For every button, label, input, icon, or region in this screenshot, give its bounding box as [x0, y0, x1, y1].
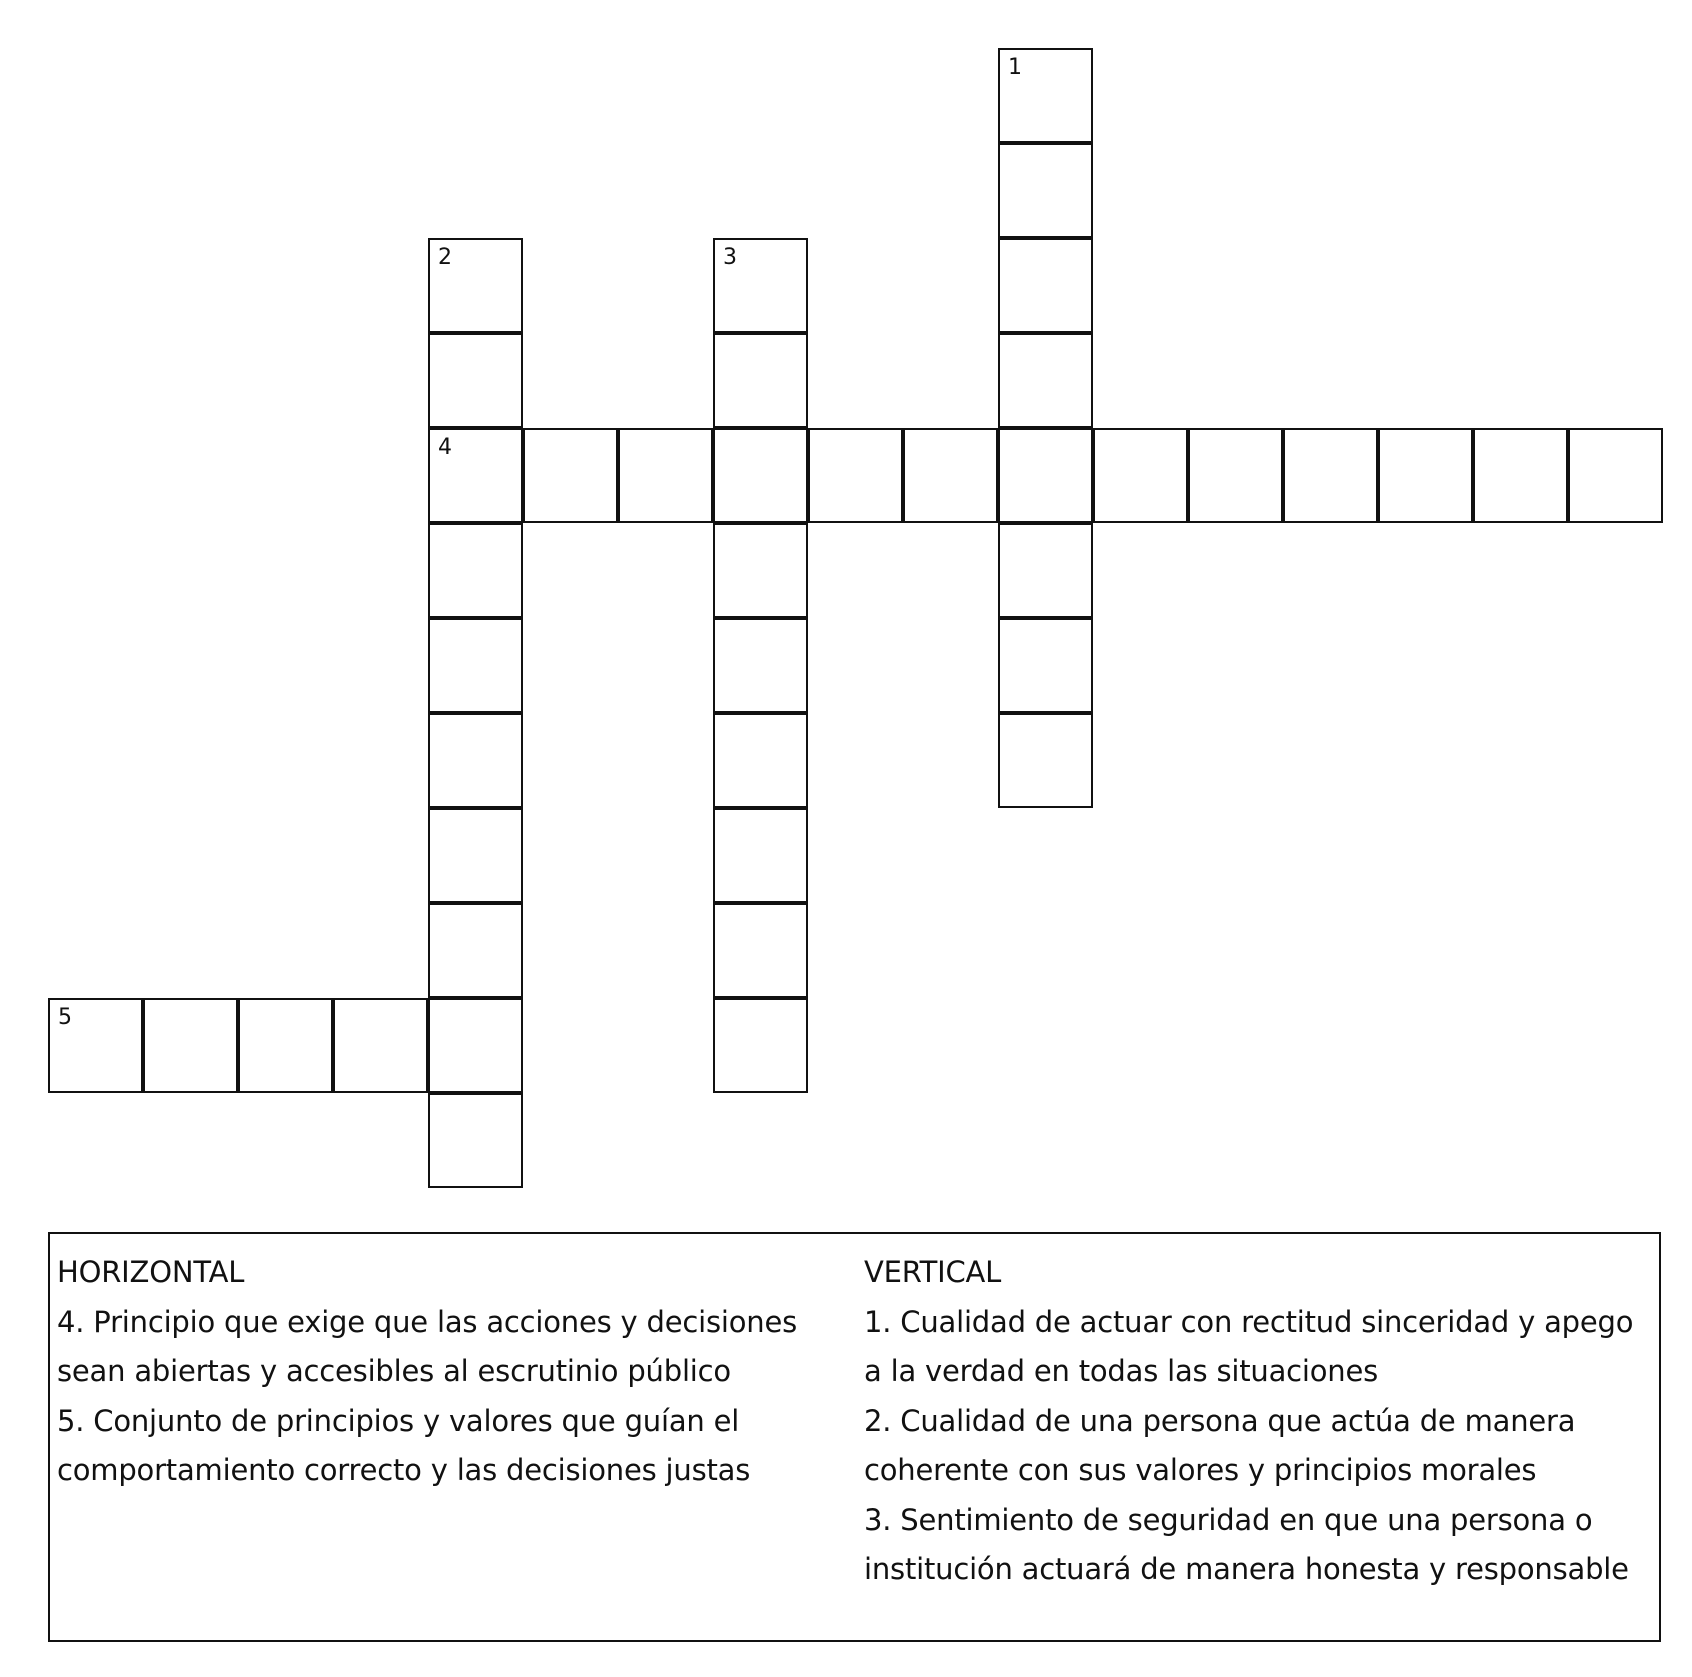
- vertical-clues: [864, 1248, 1654, 1595]
- crossword-cell[interactable]: [903, 428, 998, 523]
- crossword-cell[interactable]: [998, 618, 1093, 713]
- horizontal-heading: HORIZONTAL: [57, 1255, 245, 1289]
- crossword-cell[interactable]: [523, 428, 618, 523]
- crossword-cell[interactable]: [1568, 428, 1663, 523]
- crossword-cell[interactable]: [713, 998, 808, 1093]
- crossword-cell[interactable]: [48, 998, 143, 1093]
- crossword-cell[interactable]: [428, 523, 523, 618]
- clue-number-5: 5: [58, 1005, 72, 1030]
- crossword-cell[interactable]: [713, 523, 808, 618]
- crossword-cell[interactable]: [428, 238, 523, 333]
- clue-3-down: 3. Sentimiento de seguridad en que una persona o institución actuará de manera honesta y responsable: [864, 1502, 1629, 1586]
- crossword-cell[interactable]: [428, 998, 523, 1093]
- crossword-cell[interactable]: [998, 238, 1093, 333]
- crossword-cell[interactable]: [1473, 428, 1568, 523]
- clue-number-1: 1: [1008, 55, 1022, 80]
- crossword-cell[interactable]: [713, 713, 808, 808]
- clue-number-4: 4: [438, 435, 452, 460]
- crossword-cell[interactable]: [713, 808, 808, 903]
- crossword-cell[interactable]: [808, 428, 903, 523]
- crossword-cell[interactable]: [1378, 428, 1473, 523]
- crossword-cell[interactable]: [1283, 428, 1378, 523]
- crossword-cell[interactable]: [998, 48, 1093, 143]
- crossword-cell[interactable]: [428, 1093, 523, 1188]
- clue-1-down: 1. Cualidad de actuar con rectitud sinceridad y apego a la verdad en todas las situaciones: [864, 1304, 1634, 1388]
- crossword-cell[interactable]: [998, 713, 1093, 808]
- crossword-cell[interactable]: [713, 618, 808, 713]
- crossword-cell[interactable]: [713, 238, 808, 333]
- crossword-cell[interactable]: [333, 998, 428, 1093]
- crossword-cell[interactable]: [998, 143, 1093, 238]
- crossword-cell[interactable]: [1188, 428, 1283, 523]
- crossword-cell[interactable]: [713, 903, 808, 998]
- crossword-cell[interactable]: [713, 428, 808, 523]
- crossword-cell[interactable]: [428, 333, 523, 428]
- crossword-cell[interactable]: [428, 428, 523, 523]
- horizontal-clues: [57, 1248, 847, 1496]
- crossword-cell[interactable]: [998, 333, 1093, 428]
- crossword-cell[interactable]: [713, 333, 808, 428]
- crossword-cell[interactable]: [998, 428, 1093, 523]
- crossword-cell[interactable]: [1093, 428, 1188, 523]
- vertical-heading: VERTICAL: [864, 1255, 1002, 1289]
- clue-2-down: 2. Cualidad de una persona que actúa de manera coherente con sus valores y principios morales: [864, 1403, 1576, 1487]
- crossword-cell[interactable]: [428, 808, 523, 903]
- clue-number-3: 3: [723, 245, 737, 270]
- crossword-cell[interactable]: [428, 903, 523, 998]
- crossword-cell[interactable]: [428, 713, 523, 808]
- clue-4-across: 4. Principio que exige que las acciones y decisiones sean abiertas y accesibles al escrutinio público: [57, 1304, 798, 1388]
- crossword-cell[interactable]: [238, 998, 333, 1093]
- clue-number-2: 2: [438, 245, 452, 270]
- crossword-cell[interactable]: [143, 998, 238, 1093]
- clue-5-across: 5. Conjunto de principios y valores que guían el comportamiento correcto y las decisiones justas: [57, 1403, 751, 1487]
- crossword-cell[interactable]: [618, 428, 713, 523]
- crossword-cell[interactable]: [428, 618, 523, 713]
- clues-box: [48, 1232, 1661, 1642]
- crossword-cell[interactable]: [998, 523, 1093, 618]
